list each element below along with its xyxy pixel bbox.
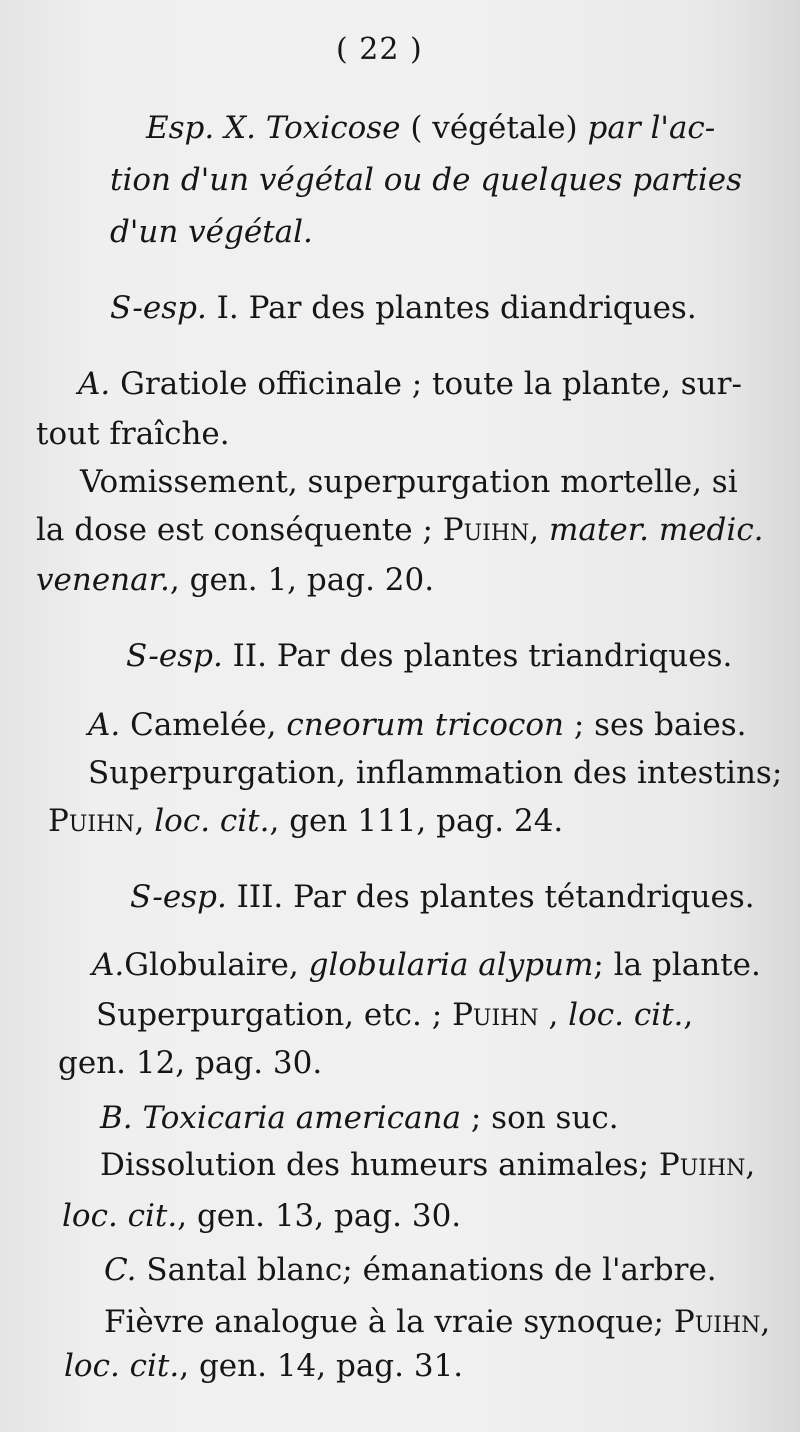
subspecies-1-heading xyxy=(110,288,697,328)
reference-title-cont: venenar. xyxy=(36,562,170,598)
species-qualifier: ( végétale) xyxy=(410,110,578,146)
author-name: Puihn xyxy=(48,803,135,839)
separator: , xyxy=(548,997,559,1033)
species-name: Toxicose xyxy=(265,110,401,146)
entry-1a-desc-line-3 xyxy=(36,560,434,600)
author-name: Puihn xyxy=(452,997,539,1033)
author-name: Puihn xyxy=(442,512,530,548)
separator: , xyxy=(760,1304,771,1340)
entry-1a-line-2: tout fraîche. xyxy=(36,416,230,452)
subspecies-title: I. Par des plantes diandriques. xyxy=(216,290,697,326)
entry-name: Camelée, xyxy=(130,707,277,743)
desc-text: Fièvre analogue à la vraie synoque; xyxy=(104,1304,664,1340)
reference-title: loc. cit. xyxy=(568,997,684,1033)
entry-part: ; son suc. xyxy=(470,1100,619,1136)
entry-label: A. xyxy=(88,707,121,743)
desc-text: la dose est conséquente ; xyxy=(36,512,433,548)
entry-3a-desc-line-1 xyxy=(96,995,693,1035)
entry-1a-line-1 xyxy=(78,364,742,404)
separator: , xyxy=(134,803,145,839)
subspecies-label: S-esp. xyxy=(110,290,207,326)
species-label: Esp. X. xyxy=(146,110,257,146)
reference-title: loc. cit. xyxy=(62,1198,178,1234)
entry-1a-desc-line-1: Vomissement, superpurgation mortelle, si xyxy=(80,464,738,500)
entry-text: Santal blanc; émanations de l'arbre. xyxy=(146,1252,717,1288)
entry-3a-line-1 xyxy=(92,945,761,985)
entry-text: Gratiole officinale ; toute la plante, sur- xyxy=(120,366,742,402)
entry-latin-name: cneorum tricocon xyxy=(286,707,564,743)
reference-title: loc. cit. xyxy=(154,803,270,839)
entry-label: B. xyxy=(100,1100,133,1136)
entry-2a-line-1 xyxy=(88,705,746,745)
entry-3c-desc-line-1 xyxy=(104,1302,770,1342)
entry-1a-desc-line-2 xyxy=(36,510,764,550)
species-heading-line-3: d'un végétal. xyxy=(110,214,313,250)
species-heading-line-1 xyxy=(146,108,715,148)
entry-2a-desc-line-1: Superpurgation, inflammation des intestins; xyxy=(88,755,783,791)
reference-location: , gen. 13, pag. 30. xyxy=(177,1198,462,1234)
reference-location: , gen 111, pag. 24. xyxy=(269,803,564,839)
entry-3c-line-1 xyxy=(104,1250,717,1290)
page-number: ( 22 ) xyxy=(336,32,423,67)
entry-label: C. xyxy=(104,1252,137,1288)
entry-name: Globulaire, xyxy=(124,947,299,983)
author-name: Puihn xyxy=(658,1147,746,1183)
entry-3a-desc-line-2: gen. 12, pag. 30. xyxy=(58,1045,323,1081)
entry-3c-desc-line-2 xyxy=(64,1346,463,1386)
entry-3b-desc-line-2 xyxy=(62,1196,461,1236)
separator-end: , xyxy=(683,997,694,1033)
subspecies-3-heading xyxy=(130,877,755,917)
reference-title: mater. medic. xyxy=(549,512,764,548)
subspecies-2-heading xyxy=(126,636,732,676)
desc-text: Superpurgation, etc. ; xyxy=(96,997,443,1033)
subspecies-title: II. Par des plantes triandriques. xyxy=(232,638,733,674)
entry-part: ; la plante. xyxy=(593,947,761,983)
subspecies-title: III. Par des plantes tétandriques. xyxy=(236,879,755,915)
species-heading-line-2: tion d'un végétal ou de quelques parties xyxy=(110,162,743,198)
entry-3b-desc-line-1 xyxy=(100,1145,755,1185)
reference-location: , gen. 1, pag. 20. xyxy=(169,562,435,598)
species-desc-start: par l'ac- xyxy=(587,110,716,146)
entry-3b-line-1 xyxy=(100,1098,619,1138)
entry-label: A. xyxy=(78,366,111,402)
reference-title: loc. cit. xyxy=(64,1348,180,1384)
entry-latin-name: Toxicaria americana xyxy=(142,1100,461,1136)
subspecies-label: S-esp. xyxy=(126,638,223,674)
entry-label: A. xyxy=(92,947,125,983)
separator: , xyxy=(529,512,540,548)
entry-2a-desc-line-2 xyxy=(48,801,563,841)
entry-part: ; ses baies. xyxy=(573,707,747,743)
separator: , xyxy=(745,1147,756,1183)
reference-location: , gen. 14, pag. 31. xyxy=(179,1348,464,1384)
author-name: Puihn xyxy=(673,1304,761,1340)
entry-latin-name: globularia alypum xyxy=(308,947,594,983)
subspecies-label: S-esp. xyxy=(130,879,227,915)
desc-text: Dissolution des humeurs animales; xyxy=(100,1147,650,1183)
